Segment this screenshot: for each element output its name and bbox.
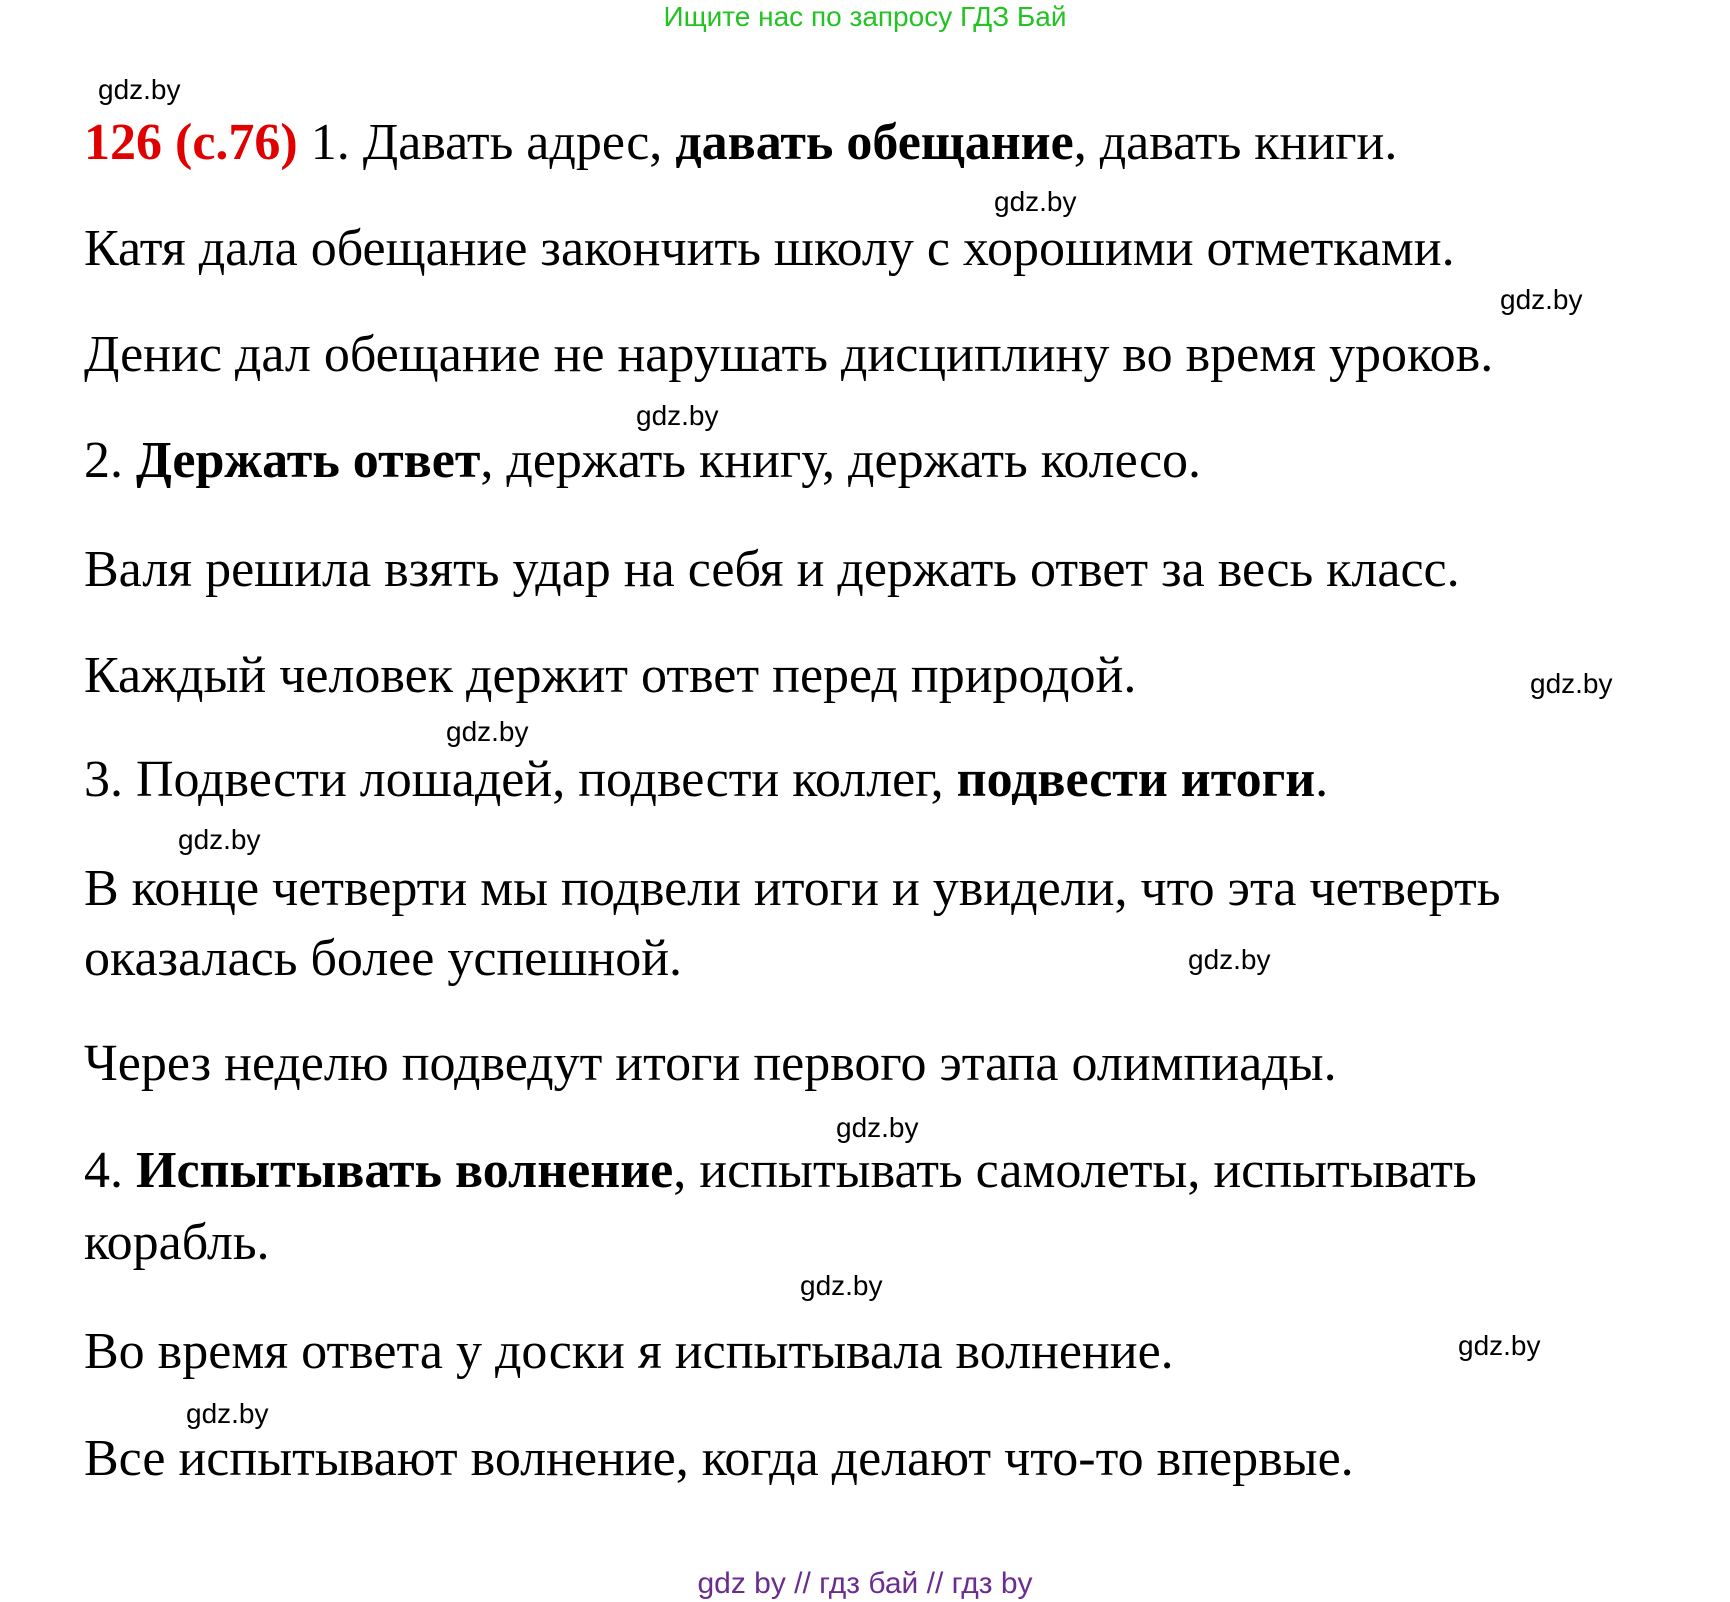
watermark: gdz.by	[1458, 1330, 1541, 1361]
example-sentence: Каждый человек держит ответ перед природой.	[84, 647, 1137, 704]
watermark: gdz.by	[994, 186, 1077, 217]
example-sentence: Все испытывают волнение, когда делают что-то впервые.	[84, 1430, 1354, 1487]
item-4-line-continued: корабль.	[84, 1214, 270, 1271]
watermark: gdz.by	[446, 716, 529, 747]
footer-links: gdz by // гдз бай // гдз by	[697, 1567, 1033, 1600]
watermark: gdz.by	[836, 1112, 919, 1143]
item-2-text-end: , держать книгу, держать колесо.	[480, 432, 1202, 489]
example-sentence: Через неделю подведут итоги первого этапа олимпиады.	[84, 1035, 1337, 1092]
watermark: gdz.by	[1500, 284, 1583, 315]
watermark: gdz.by	[800, 1270, 883, 1301]
example-sentence: В конце четверти мы подвели итоги и увидели, что эта четверть	[84, 860, 1501, 917]
item-4-line	[84, 1141, 1477, 1201]
item-2-text: 2.	[84, 432, 136, 489]
item-1-bold-phrase: давать обещание	[675, 114, 1074, 171]
watermark: gdz.by	[1530, 668, 1613, 699]
example-sentence: оказалась более успешной.	[84, 930, 683, 987]
watermark: gdz.by	[1188, 944, 1271, 975]
watermark: gdz.by	[186, 1398, 269, 1429]
item-4-text: 4.	[84, 1142, 136, 1199]
item-3-bold-phrase: подвести итоги	[956, 751, 1316, 808]
example-sentence: Денис дал обещание не нарушать дисциплину во время уроков.	[84, 326, 1494, 383]
item-4-text-end: , испытывать самолеты, испытывать	[673, 1142, 1477, 1199]
item-1-text-end: , давать книги.	[1073, 114, 1398, 171]
watermark: gdz.by	[636, 400, 719, 431]
item-1-text: 1. Давать адрес,	[297, 114, 676, 171]
example-sentence: Катя дала обещание закончить школу с хорошими отметками.	[84, 220, 1455, 277]
example-sentence: Валя решила взять удар на себя и держать ответ за весь класс.	[84, 541, 1460, 598]
task-number: 126 (с.76)	[84, 114, 298, 171]
watermark: gdz.by	[98, 74, 181, 105]
item-4-bold-phrase: Испытывать волнение	[136, 1142, 674, 1199]
item-3-text-end: .	[1315, 751, 1329, 808]
item-3-text: 3. Подвести лошадей, подвести коллег,	[84, 751, 957, 808]
item-3-line	[84, 750, 1328, 810]
item-2-line	[84, 431, 1201, 491]
item-2-bold-phrase: Держать ответ	[136, 432, 481, 489]
example-sentence: Во время ответа у доски я испытывала волнение.	[84, 1323, 1174, 1380]
watermark: gdz.by	[178, 824, 261, 855]
search-banner: Ищите нас по запросу ГДЗ Бай	[663, 1, 1067, 32]
task-heading-line	[84, 113, 1397, 173]
